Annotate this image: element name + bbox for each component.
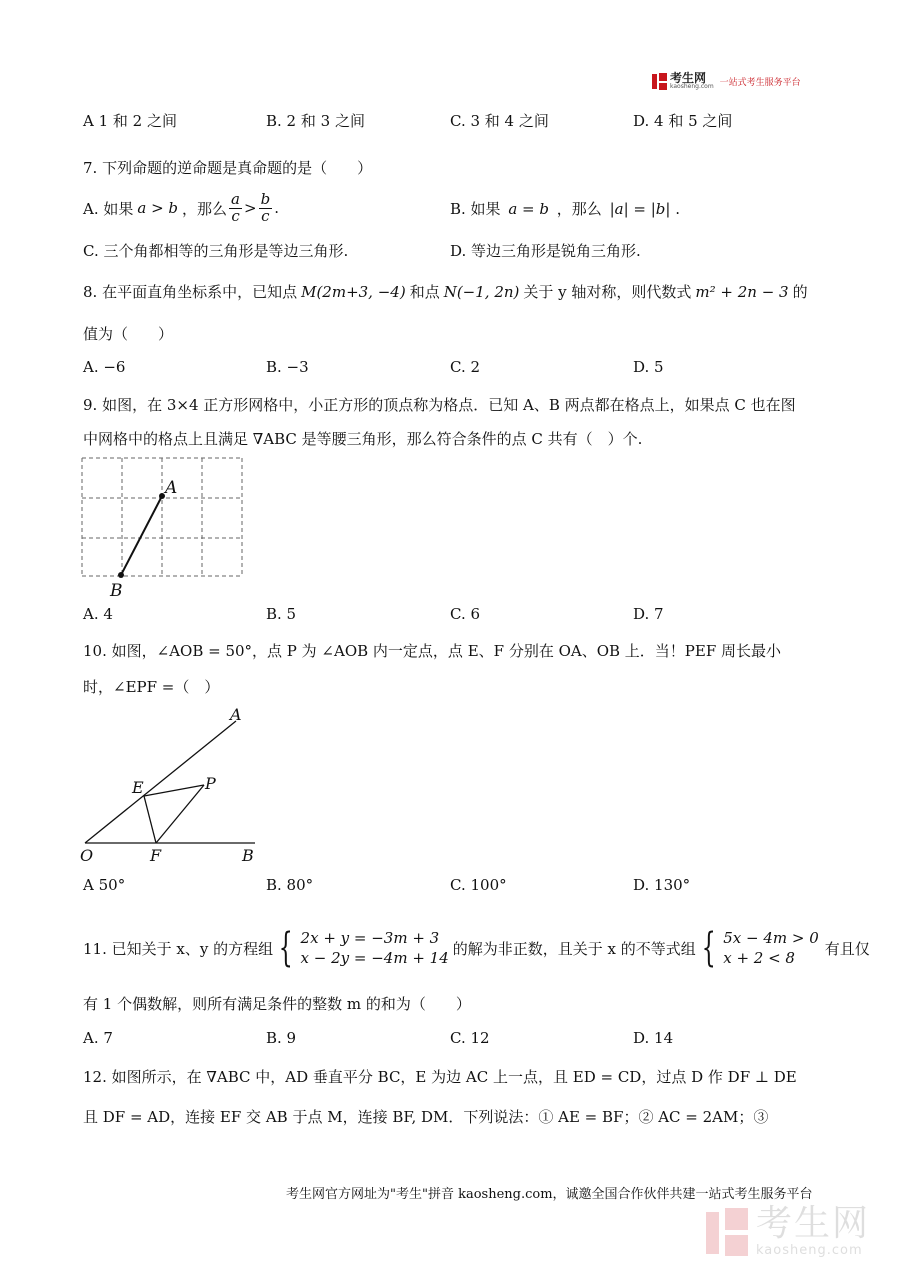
q8-stem-1: 8. 在平面直角坐标系中，已知点	[83, 283, 298, 301]
watermark-domain: kaosheng.com	[756, 1243, 863, 1258]
q7-b-condition: a = b	[508, 200, 549, 218]
q9-grid-figure	[70, 448, 260, 603]
q10-label-p: P	[205, 774, 216, 793]
q10-option-a: A 50°	[83, 876, 126, 894]
q7-a-fraction-2: $\frac{b}{c}$	[260, 189, 271, 225]
kaosheng-logo-icon	[652, 73, 667, 90]
q12-line-2: 且 DF = AD，连接 EF 交 AB 于点 M，连接 BF, DM．下列说法：① AE = BF；② AC = 2AM；③	[83, 1108, 769, 1126]
q7-a-mid: ，那么	[182, 199, 228, 218]
q10-label-e: E	[132, 778, 144, 797]
q7-b-lead: B. 如果	[450, 200, 501, 218]
q10-option-d: D. 130°	[633, 876, 691, 894]
q7-b-mid: ，那么	[556, 200, 602, 218]
logo-name: 考生网	[670, 71, 707, 85]
q10-segment-ep	[144, 785, 204, 796]
q7-a-lead: A. 如果	[83, 199, 134, 218]
q11-inequality-system: { 5x − 4m > 0 x + 2 < 8	[701, 925, 819, 971]
logo-slogan: 一站式考生服务平台	[719, 77, 801, 88]
q9-segment-ab	[121, 496, 162, 575]
q11-mid: 的解为非正数，且关于 x 的不等式组	[452, 939, 696, 958]
q11-equation-2: x − 2y = −4m + 14	[300, 949, 449, 967]
q11-lead: 11. 已知关于 x、y 的方程组	[83, 939, 274, 958]
q9-grid	[82, 458, 242, 576]
q6-option-b: B. 2 和 3 之间	[266, 112, 365, 130]
q10-label-f: F	[150, 846, 162, 865]
q7-b-result: |a| = |b|	[609, 200, 671, 218]
q6-option-d: D. 4 和 5 之间	[633, 112, 733, 130]
q10-option-c: C. 100°	[450, 876, 507, 894]
header-logo	[652, 72, 801, 90]
q9-label-a: A	[165, 478, 178, 498]
q10-line-1: 10. 如图，∠AOB = 50°，点 P 为 ∠AOB 内一定点，点 E、F 分别在 OA、OB 上．当！PEF 周长最小	[83, 642, 782, 660]
q9-point-b	[118, 572, 124, 578]
q8-stem-2: 和点	[409, 283, 440, 301]
q9-option-b: B. 5	[266, 605, 297, 623]
q11-option-d: D. 14	[633, 1029, 674, 1047]
q10-label-b: B	[242, 846, 254, 865]
q9-option-c: C. 6	[450, 605, 481, 623]
q7-a-condition: a > b	[137, 199, 179, 217]
q8-point-m: M(2m+3, −4)	[301, 283, 406, 301]
q11-equation-system: { 2x + y = −3m + 3 x − 2y = −4m + 14	[278, 925, 449, 971]
q7-option-d: D. 等边三角形是锐角三角形.	[450, 242, 641, 260]
kaosheng-watermark-icon	[706, 1208, 748, 1256]
q11-option-c: C. 12	[450, 1029, 490, 1047]
q12-line-1: 12. 如图所示，在 ∇ABC 中，AD 垂直平分 BC，E 为边 AC 上一点，且 ED = CD，过点 D 作 DF ⊥ DE	[83, 1068, 797, 1086]
q8-option-d: D. 5	[633, 358, 664, 376]
q10-option-b: B. 80°	[266, 876, 314, 894]
q9-option-d: D. 7	[633, 605, 664, 623]
q10-label-a: A	[230, 705, 242, 724]
q11-equation-1: 2x + y = −3m + 3	[300, 928, 440, 947]
q9-option-a: A. 4	[83, 605, 113, 623]
q8-expression: m² + 2n − 3	[695, 283, 789, 301]
q8-option-a: A. −6	[83, 358, 126, 376]
q7-a-fraction-1: $\frac{a}{c}$	[231, 189, 240, 225]
q10-angle-figure	[70, 700, 280, 870]
q7-stem: 7. 下列命题的逆命题是真命题的是（ ）	[83, 159, 373, 177]
q7-option-c: C. 三个角都相等的三角形是等边三角形.	[83, 242, 349, 260]
watermark-name: 考生网	[756, 1203, 871, 1244]
q10-line-2: 时，∠EPF =（ ）	[83, 678, 220, 696]
q8-stem-3: 关于 y 轴对称，则代数式	[523, 283, 692, 301]
q9-line-2: 中网格中的格点上且满足 ∇ABC 是等腰三角形，那么符合条件的点 C 共有（ ）个.	[83, 430, 643, 448]
q8-point-n: N(−1, 2n)	[443, 283, 520, 301]
q11-line-2: 有 1 个偶数解，则所有满足条件的整数 m 的和为（ ）	[83, 995, 471, 1013]
q10-segment-ef	[144, 796, 156, 843]
q11-option-a: A. 7	[83, 1029, 113, 1047]
q8-line-2: 值为（ ）	[83, 325, 174, 343]
q8-stem-4: 的	[792, 283, 808, 301]
q8-line-1	[83, 281, 808, 302]
q7-option-a	[83, 188, 279, 228]
q8-option-b: B. −3	[266, 358, 309, 376]
footer-note: 考生网官方网址为"考生"拼音 kaosheng.com，诚邀全国合作伙伴共建一站式考生服务平台	[286, 1187, 813, 1202]
q7-b-end: .	[675, 200, 681, 218]
q11-inequality-1: 5x − 4m > 0	[723, 928, 819, 947]
q10-segment-pf	[156, 785, 204, 843]
q11-tail: 有且仅	[824, 939, 870, 958]
watermark-logo	[706, 1203, 871, 1258]
q6-option-c: C. 3 和 4 之间	[450, 112, 549, 130]
q7-option-b	[450, 198, 680, 219]
logo-domain: kaosheng.com	[670, 83, 714, 90]
q9-label-b: B	[110, 581, 123, 601]
q9-line-1: 9. 如图，在 3×4 正方形网格中，小正方形的顶点称为格点．已知 A、B 两点都在格点上，如果点 C 也在图	[83, 396, 796, 414]
q7-a-gt: >	[244, 199, 257, 217]
q7-a-end: .	[274, 199, 279, 217]
q11-inequality-2: x + 2 < 8	[723, 949, 795, 967]
q11-line-1	[83, 922, 870, 974]
q8-option-c: C. 2	[450, 358, 481, 376]
q10-label-o: O	[80, 846, 94, 865]
q11-option-b: B. 9	[266, 1029, 297, 1047]
q6-option-a: A 1 和 2 之间	[83, 112, 177, 130]
